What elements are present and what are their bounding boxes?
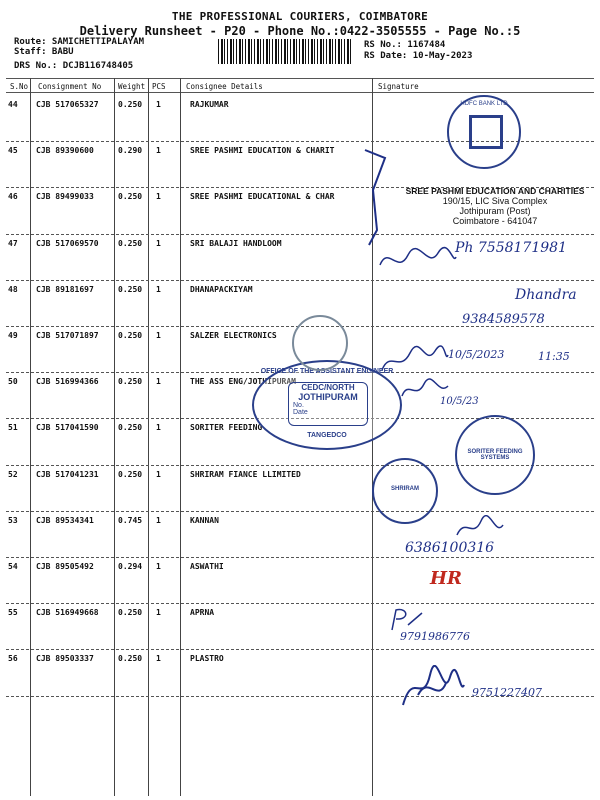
handwritten-phone: 9751227407 — [472, 686, 542, 699]
handwritten-time: 11:35 — [538, 350, 570, 363]
handwritten-date: 10/5/23 — [440, 396, 479, 407]
staff-label: Staff: BABU — [14, 47, 74, 57]
col-header-signature: Signature — [378, 82, 419, 91]
stamp-line: Coimbatore - 641047 — [452, 216, 538, 226]
drs-label: DRS No.: DCJB116748405 — [14, 61, 134, 71]
row-consignee: SREE PASHMI EDUCATIONAL & CHAR — [190, 192, 335, 202]
handwritten-name: Dhandra — [515, 287, 577, 303]
row-consignee: SALZER ELECTRONICS — [190, 331, 277, 340]
stamp-line: 190/15, LIC Siva Complex — [442, 196, 548, 206]
row-consignment: CJB 89499033 — [36, 192, 94, 202]
row-pcs: 1 — [156, 423, 161, 433]
soriter-stamp — [455, 415, 535, 495]
stamp-line: CEDC/NORTH — [301, 383, 355, 392]
row-consignment: CJB 89390600 — [36, 146, 94, 156]
signature-scribble — [380, 345, 450, 375]
col-divider — [30, 78, 31, 796]
rs-date-label: RS Date: 10-May-2023 — [364, 51, 473, 61]
row-pcs: 1 — [156, 284, 161, 294]
rs-no-label: RS No.: 1167484 — [364, 40, 446, 50]
stamp-line: SHRIRAM — [391, 486, 419, 492]
row-consignment: CJB 517071897 — [36, 331, 99, 340]
row-divider — [6, 234, 594, 235]
col-divider — [114, 78, 115, 796]
row-sno: 49 — [8, 331, 18, 340]
row-consignment: CJB 89534341 — [36, 515, 94, 525]
row-divider — [6, 649, 594, 650]
row-pcs: 1 — [156, 469, 161, 479]
row-sno: 50 — [8, 377, 18, 387]
row-consignment: CJB 517041231 — [36, 469, 99, 479]
row-consignee: SREE PASHMI EDUCATION & CHARIT — [190, 146, 335, 156]
hdfc-stamp-text: HDFC BANK LTD — [460, 101, 508, 107]
stamp-line: No. — [293, 402, 304, 409]
row-consignee: PLASTRO — [190, 654, 224, 664]
row-consignee: THE ASS ENG/JOTHIPURAM — [190, 377, 296, 387]
hdfc-logo-icon — [469, 115, 503, 149]
handwritten-phone: Ph 7558171981 — [455, 240, 567, 256]
row-sno: 47 — [8, 238, 18, 248]
col-header-consignee: Consignee Details — [186, 82, 263, 91]
row-weight: 0.250 — [118, 377, 143, 387]
row-divider — [6, 511, 594, 512]
table-top-border — [6, 78, 594, 79]
row-sno: 44 — [8, 100, 18, 109]
row-consignee: ASWATHI — [190, 562, 224, 571]
row-consignee: APRNA — [190, 608, 215, 618]
row-weight: 0.250 — [118, 423, 143, 433]
row-weight: 0.250 — [118, 284, 143, 294]
stamp-line: Jothipuram (Post) — [459, 206, 531, 216]
shriram-stamp — [372, 458, 438, 524]
col-header-consignment: Consignment No — [38, 82, 102, 91]
row-pcs: 1 — [156, 608, 161, 618]
header-bottom-border — [6, 92, 594, 93]
row-sno: 55 — [8, 608, 18, 618]
row-consignment: CJB 517065327 — [36, 100, 99, 109]
row-weight: 0.745 — [118, 515, 143, 525]
stamp-line: OFFICE OF THE ASSISTANT ENGINEER — [260, 368, 394, 375]
row-divider — [6, 280, 594, 281]
row-weight: 0.250 — [118, 608, 143, 618]
row-pcs: 1 — [156, 100, 161, 109]
row-consignee: KANNAN — [190, 515, 219, 525]
row-weight: 0.250 — [118, 331, 143, 340]
row-sno: 46 — [8, 192, 18, 202]
row-divider — [6, 603, 594, 604]
col-divider — [148, 78, 149, 796]
row-pcs: 1 — [156, 331, 161, 340]
row-sno: 51 — [8, 423, 18, 433]
row-pcs: 1 — [156, 377, 161, 387]
row-pcs: 1 — [156, 146, 161, 156]
row-pcs: 1 — [156, 562, 161, 571]
col-header-sno: S.No — [10, 82, 29, 91]
row-consignment: CJB 89505492 — [36, 562, 94, 571]
runsheet-title: Delivery Runsheet - P20 - Phone No.:0422-3505555 - Page No.:5 — [79, 24, 521, 38]
row-consignment: CJB 517041590 — [36, 423, 99, 433]
row-pcs: 1 — [156, 238, 161, 248]
hdfc-stamp — [447, 95, 521, 169]
row-consignee: SORITER FEEDING — [190, 423, 263, 433]
row-sno: 45 — [8, 146, 18, 156]
col-header-pcs: PCS — [152, 82, 166, 91]
row-consignment: CJB 89181697 — [36, 284, 94, 294]
row-sno: 56 — [8, 654, 18, 664]
row-consignment: CJB 516994366 — [36, 377, 99, 387]
row-weight: 0.294 — [118, 562, 143, 571]
row-pcs: 1 — [156, 192, 161, 202]
signature-scribble — [378, 245, 458, 275]
row-consignment: CJB 516949668 — [36, 608, 99, 618]
signature-scribble — [398, 665, 468, 710]
barcode — [218, 39, 353, 64]
faint-stamp — [292, 315, 348, 371]
sree-pashmi-stamp — [400, 186, 590, 226]
route-label: Route: SAMICHETTIPALAYAM — [14, 37, 145, 47]
row-weight: 0.250 — [118, 100, 143, 109]
stamp-line: Date — [293, 409, 308, 416]
row-pcs: 1 — [156, 515, 161, 525]
signature-scribble — [355, 140, 395, 250]
handwritten-initials: HR — [430, 568, 462, 589]
row-sno: 48 — [8, 284, 18, 294]
stamp-line: SREE PASHMI EDUCATION AND CHARITIES — [405, 186, 585, 196]
stamp-line: SORITER FEEDING SYSTEMS — [467, 449, 523, 461]
row-divider — [6, 557, 594, 558]
row-consignee: RAJKUMAR — [190, 100, 229, 109]
company-title: THE PROFESSIONAL COURIERS, COIMBATORE — [171, 10, 429, 23]
row-pcs: 1 — [156, 654, 161, 664]
row-consignee: SRI BALAJI HANDLOOM — [190, 238, 282, 248]
handwritten-phone: 9384589578 — [462, 312, 545, 327]
row-consignment: CJB 517069570 — [36, 238, 99, 248]
row-weight: 0.250 — [118, 192, 143, 202]
handwritten-date: 10/5/2023 — [448, 348, 505, 361]
row-consignee: DHANAPACKIYAM — [190, 284, 253, 294]
col-divider — [180, 78, 181, 796]
row-weight: 0.250 — [118, 654, 143, 664]
col-header-weight: Weight — [118, 82, 146, 91]
row-sno: 54 — [8, 562, 18, 571]
row-weight: 0.250 — [118, 238, 143, 248]
row-weight: 0.250 — [118, 469, 143, 479]
row-consignment: CJB 89503337 — [36, 654, 94, 664]
row-weight: 0.290 — [118, 146, 143, 156]
stamp-line: JOTHIPURAM — [298, 392, 358, 402]
handwritten-phone: 6386100316 — [405, 540, 495, 556]
stamp-line: TANGEDCO — [307, 432, 347, 439]
row-sno: 53 — [8, 515, 18, 525]
row-sno: 52 — [8, 469, 18, 479]
row-consignee: SHRIRAM FIANCE LLIMITED — [190, 469, 301, 479]
handwritten-phone: 9791986776 — [400, 630, 470, 643]
